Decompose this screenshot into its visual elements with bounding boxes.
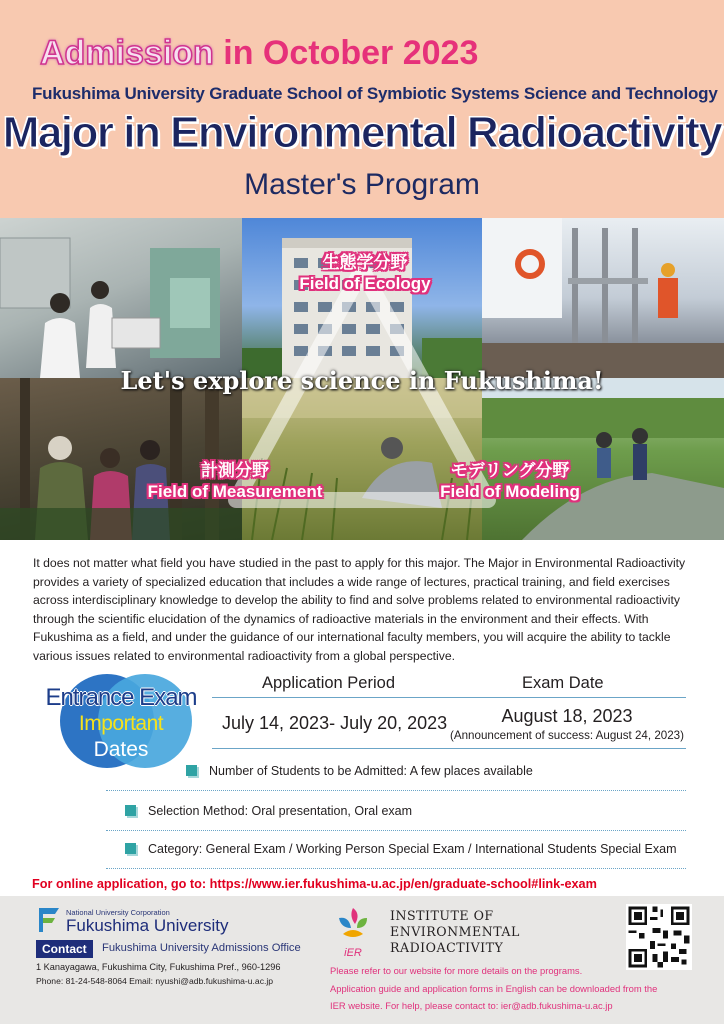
ier-title-line: INSTITUTE OF bbox=[390, 908, 494, 923]
university-name: Fukushima University bbox=[66, 916, 229, 935]
photo-collage bbox=[0, 218, 724, 540]
application-period-header: Application Period bbox=[262, 674, 395, 692]
exam-date-header: Exam Date bbox=[522, 674, 604, 692]
ier-logo-text: iER bbox=[344, 947, 362, 959]
field-ecology-en: Field of Ecology bbox=[299, 274, 431, 293]
ier-title-line: RADIOACTIVITY bbox=[390, 940, 504, 955]
dotted-divider bbox=[106, 790, 686, 791]
qr-code-icon[interactable] bbox=[626, 904, 692, 970]
divider bbox=[212, 697, 686, 698]
bullet-square-icon bbox=[125, 843, 136, 854]
exam-date-value: August 18, 2023 bbox=[501, 706, 633, 726]
important-dates-badge bbox=[36, 670, 206, 770]
dotted-divider bbox=[106, 868, 686, 869]
ier-title-line: ENVIRONMENTAL bbox=[390, 924, 520, 939]
ier-title bbox=[390, 908, 520, 956]
badge-important: Important bbox=[78, 712, 164, 735]
ier-note-line: IER website. For help, please contact to: ier@adb.fukushima-u.ac.jp bbox=[330, 1000, 613, 1011]
field-measurement-label bbox=[140, 456, 330, 502]
selection-method-row bbox=[125, 804, 412, 818]
admission-title bbox=[40, 34, 478, 73]
university-corp-label: National University Corporation bbox=[66, 908, 170, 917]
badge-dates: Dates bbox=[93, 738, 149, 761]
contact-label: Contact bbox=[36, 940, 93, 958]
online-application-link[interactable]: For online application, go to: https://www.ier.fukushima-u.ac.jp/en/graduate-school#link-exam bbox=[32, 877, 597, 891]
fukushima-university-logo-icon bbox=[37, 906, 61, 934]
admission-word: Admission bbox=[40, 34, 214, 72]
students-admitted-text: Number of Students to be Admitted: A few places available bbox=[209, 764, 533, 778]
field-modeling-label bbox=[430, 456, 590, 502]
ier-note-line: Application guide and application forms in English can be downloaded from the bbox=[330, 982, 658, 994]
category-row bbox=[125, 842, 677, 856]
ier-note-line: Please refer to our website for more details on the programs. bbox=[330, 965, 583, 976]
dotted-divider bbox=[106, 830, 686, 831]
field-modeling-jp: モデリング分野 bbox=[450, 461, 570, 480]
field-ecology-label bbox=[290, 248, 440, 294]
divider bbox=[212, 748, 686, 749]
field-measurement-jp: 計測分野 bbox=[201, 461, 269, 480]
address: 1 Kanayagawa, Fukushima City, Fukushima Pref., 960-1296 bbox=[36, 962, 281, 972]
school-name: Fukushima University Graduate School of Symbiotic Systems Science and Technology bbox=[32, 84, 718, 103]
selection-method-text: Selection Method: Oral presentation, Oral exam bbox=[148, 804, 413, 818]
program-title: Master's Program bbox=[244, 168, 480, 201]
category-text: Category: General Exam / Working Person Special Exam / International Students Special Exam bbox=[148, 842, 677, 856]
program-description: It does not matter what field you have studied in the past to apply for this major. The Major in Environmental Radioactivity provides a variety of specialized education that includes a wide range of lectures, practical training, and field exercises across interdisciplinary knowledge to develop the ability to find and solve problems related to environmental radioactivity through the scientific elucidation of the dynamics of radioactive materials in the environment and their effects. With Fukushima as a field, and under the guidance of our international faculty members, you will acquire the ability to tackle various issues related to environmental radioactivity from a global perspective. bbox=[33, 556, 686, 663]
admission-month: in October 2023 bbox=[213, 34, 479, 72]
field-modeling-en: Field of Modeling bbox=[440, 482, 580, 501]
major-title: Major in Environmental Radioactivity bbox=[2, 108, 722, 157]
footer bbox=[0, 896, 724, 1024]
field-ecology-jp: 生態学分野 bbox=[322, 253, 408, 272]
students-admitted-row bbox=[186, 764, 533, 778]
announcement-note: (Announcement of success: August 24, 2023) bbox=[450, 729, 684, 742]
application-period-value: July 14, 2023- July 20, 2023 bbox=[222, 713, 448, 733]
field-measurement-en: Field of Measurement bbox=[147, 482, 323, 501]
slogan: Let's explore science in Fukushima! bbox=[120, 366, 604, 395]
building-photo bbox=[242, 218, 482, 378]
ship-photo bbox=[482, 218, 724, 378]
contact-office: Fukushima University Admissions Office bbox=[102, 942, 301, 954]
phone-email[interactable]: Phone: 81-24-548-8064 Email: nyushi@adb.fukushima-u.ac.jp bbox=[36, 976, 274, 986]
bullet-square-icon bbox=[125, 805, 136, 816]
ier-note bbox=[330, 962, 657, 1015]
ier-logo-icon bbox=[333, 904, 373, 960]
lab-photo bbox=[0, 218, 242, 378]
badge-entrance-exam: Entrance Exam bbox=[45, 684, 197, 711]
bullet-square-icon bbox=[186, 765, 197, 776]
header-banner bbox=[0, 0, 724, 220]
